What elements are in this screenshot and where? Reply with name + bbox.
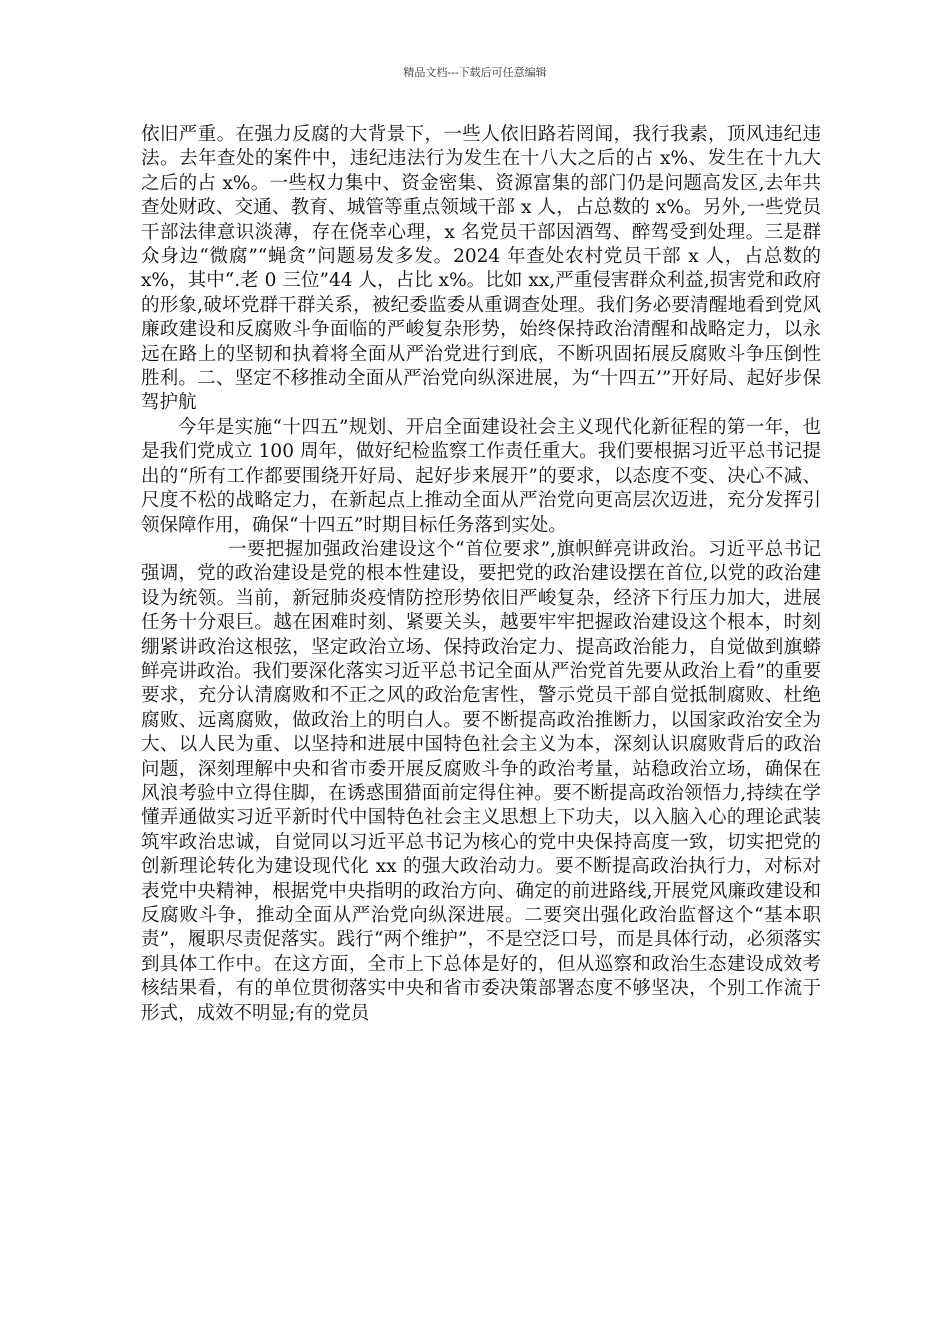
paragraph-1: 依旧严重。在强力反腐的大背景下，一些人依旧路若罔闻，我行我素，顶风违纪违法。去年查处的案件中，违纪违法行为发生在十八大之后的占 x%、发生在十九大之后的占 x%。一些权力集中、资金密集、资源富集的部门仍是问题高发区,去年共查处财政、交通、教育、城管等重点领域干部 x 人，占总数的 x%。另外,一些党员干部法律意识淡薄，存在侥幸心理，x 名党员干部因酒驾、醉驾受到处理。三是群众身边“微腐”“蝇贪”问题易发多发。2024 年查处农村党员干部 x 人，占总数的 x%，其中“.老 0 三位”44 人，占比 x%。比如 xx,严重侵害群众利益,损害党和政府的形象,破坏党群干群关系，被纪委监委从重调查处理。我们务必要清醒地看到党风廉政建设和反腐败斗争面临的严峻复杂形势，始终保持政治清醒和战略定力，以永远在路上的坚韧和执着将全面从严治党进行到底，不断巩固拓展反腐败斗争压倒性胜利。二、坚定不移推动全面从严治党向纵深进展，为“十四五’”开好局、起好步保驾护航 bbox=[141, 124, 821, 414]
page-header: 精品文档---下载后可任意编辑 bbox=[403, 66, 547, 79]
paragraph-3: 一要把握加强政治建设这个“首位要求”,旗帜鲜亮讲政治。习近平总书记强调，党的政治建设是党的根本性建设，要把党的政治建设摆在首位,以党的政治建设为统领。当前，新冠肺炎疫情防控形势依旧严峻复杂，经济下行压力加大，进展任务十分艰巨。越在困难时刻、紧要关头，越要牢牢把握政治建设这个根本，时刻绷紧讲政治这根弦，坚定政治立场、保持政治定力、提高政治能力，自觉做到旗蟒鲜亮讲政治。我们要深化落实习近平总书记全面从严治党首先要从政治上看”的重要要求，充分认清腐败和不正之风的政治危害性，警示党员干部自觉抵制腐败、杜绝腐败、远离腐败，做政治上的明白人。要不断提高政治推断力，以国家政治安全为大、以人民为重、以坚持和进展中国特色社会主义为本，深刻认识腐败背后的政治问题，深刻理解中央和省市委开展反腐败斗争的政治考量，站稳政治立场，确保在风浪考验中立得住脚，在诱惑围猎面前定得住神。要不断提高政治领悟力,持续在学懂弄通做实习近平新时代中国特色社会主义思想上下功夫，以入脑入心的理论武装筑牢政治忠诚，自觉同以习近平总书记为核心的党中央保持高度一致，切实把党的创新理论转化为建设现代化 xx 的强大政治动力。要不断提高政治执行力，对标对表党中央精神，根据党中央指明的政治方向、确定的前进路线,开展党风廉政建设和反腐败斗争，推动全面从严治党向纵深进展。二要突出强化政治监督这个“基本职责”，履职尽责促落实。践行“两个维护”，不是空泛口号，而是具体行动，必须落实到具体工作中。在这方面，全市上下总体是好的，但从巡察和政治生态建设成效考核结果看，有的单位贯彻落实中央和省市委决策部署态度不够坚决，个别工作流于形式，成效不明显;有的党员 bbox=[141, 538, 821, 1024]
document-body bbox=[141, 123, 821, 1026]
paragraph-2: 今年是实施“十四五”规划、开启全面建设社会主义现代化新征程的第一年，也是我们党成立 100 周年，做好纪检监察工作责任重大。我们要根据习近平总书记提出的“所有工作都要围绕开好局、起好步来展开”的要求，以态度不变、决心不减、尺度不松的战略定力，在新起点上推动全面从严治党向更高层次迈进，充分发挥引领保障作用，确保“十四五”时期目标任务落到实处。 bbox=[141, 416, 821, 536]
